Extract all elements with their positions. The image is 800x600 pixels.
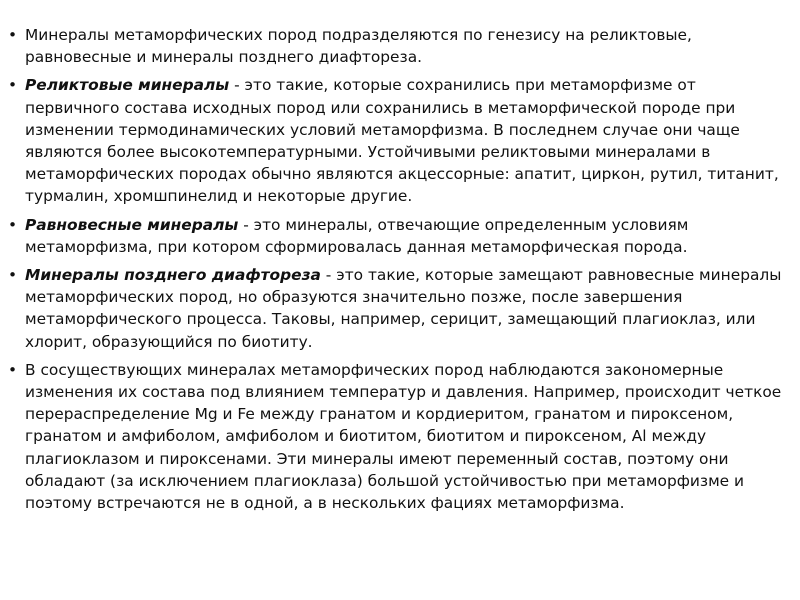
bullet-late-diaphthoresis-minerals — [8, 264, 790, 353]
bullet-list — [8, 24, 790, 514]
bullet-coexisting-minerals — [8, 359, 790, 514]
bullet-text: - это такие, которые замещают равновесные минералы метаморфических пород, но образуются значительно позже, после завершения метаморфического процесса. Таковы, например, серицит, замещающий плагиоклаз, или хлорит, образующийся по биотиту. — [25, 266, 782, 351]
bullet-equilibrium-minerals — [8, 214, 790, 258]
bullet-term: Минералы позднего диафтореза — [25, 266, 321, 285]
bullet-text: - это минералы, отвечающие определенным условиям метаморфизма, при котором сформировалась данная метаморфическая порода. — [25, 215, 689, 256]
bullet-text: - это такие, которые сохранились при метаморфизме от первичного состава исходных пород или сохранились в метаморфической породе при изменении термодинамических условий метаморфизма. В последнем случае они чаще являются более высокотемпературными. Устойчивыми реликтовыми минералами в метаморфических породах обычно являются акцессорные: апатит, циркон, рутил, титанит, турмалин, хромшпинелид и некоторые другие. — [25, 76, 779, 206]
bullet-relict-minerals — [8, 74, 790, 207]
bullet-text: В сосуществующих минералах метаморфических пород наблюдаются закономерные изменения их состава под влиянием температур и давления. Например, происходит четкое перераспределение Mg и Fe между гранатом и кордиеритом, гранатом и пироксеном, гранатом и амфиболом, амфиболом и биотитом, биотитом и пироксеном, Al между плагиоклазом и пироксенами. Эти минералы имеют переменный состав, поэтому они обладают (за исключением плагиоклаза) большой устойчивостью при метаморфизме и поэтому встречаются не в одной, а в нескольких фациях метаморфизма. — [25, 360, 782, 513]
bullet-text: Минералы метаморфических пород подразделяются по генезису на реликтовые, равновесные и минералы позднего диафтореза. — [25, 26, 692, 67]
bullet-term: Реликтовые минералы — [25, 76, 230, 95]
bullet-term: Равновесные минералы — [25, 215, 239, 234]
bullet-genesis-classification — [8, 24, 790, 68]
